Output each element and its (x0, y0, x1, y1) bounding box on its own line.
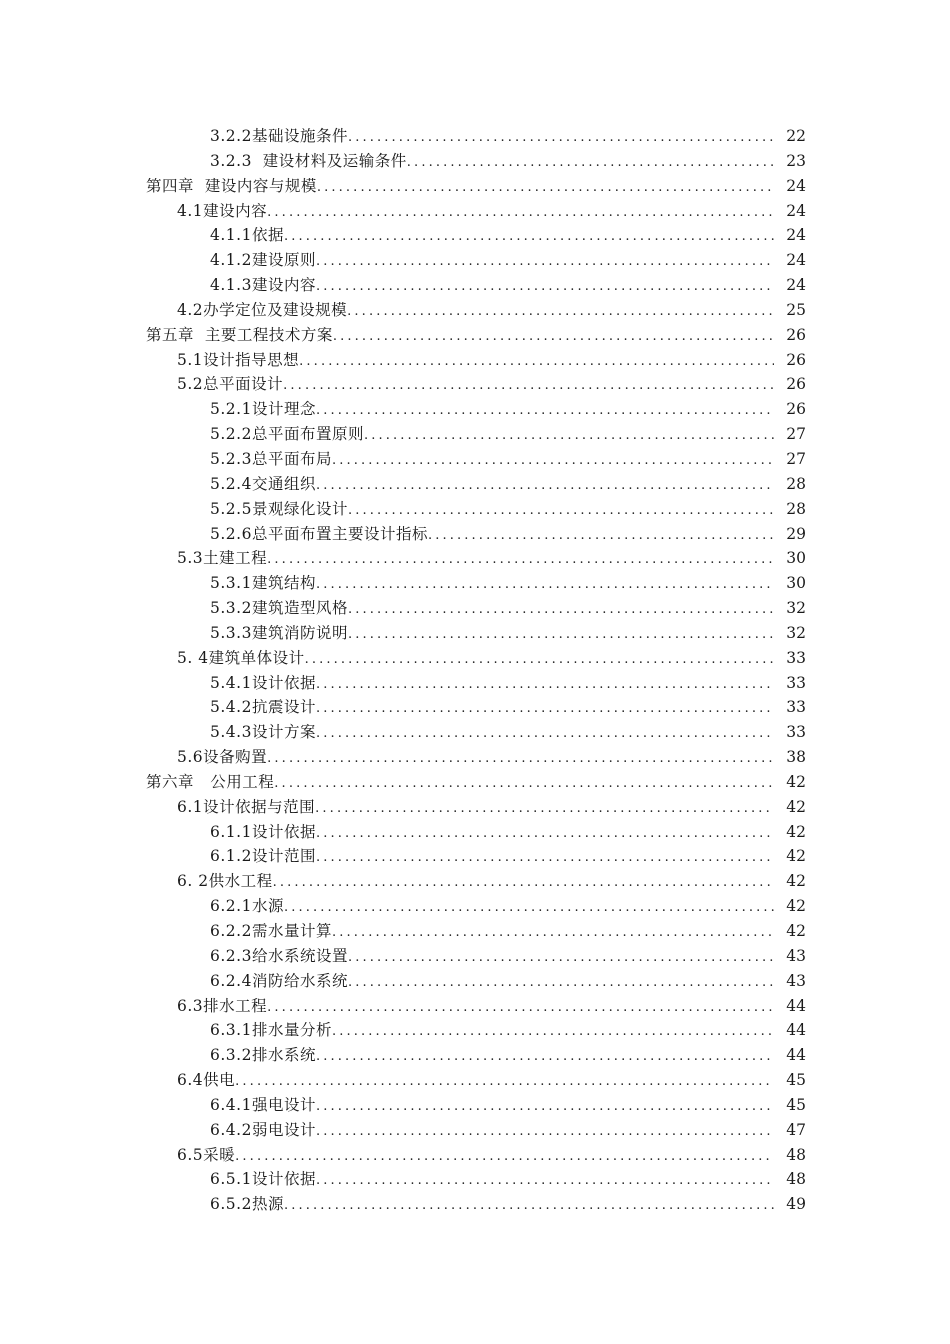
toc-entry-page-number: 49 (786, 1195, 806, 1214)
dot-leader (284, 1194, 774, 1219)
toc-entry[interactable] (0, 944, 950, 969)
toc-entry[interactable] (0, 720, 950, 745)
toc-entry[interactable] (0, 994, 950, 1019)
toc-entry[interactable] (0, 174, 950, 199)
toc-entry-title: 4.1.1依据 (210, 226, 284, 245)
toc-entry[interactable] (0, 323, 950, 348)
toc-entry-title: 5.2.3总平面布局 (210, 449, 332, 468)
toc-entry-page-number: 42 (786, 772, 806, 791)
toc-entry-page-number: 26 (786, 375, 806, 394)
toc-entry-title: 6.4.1强电设计 (210, 1095, 316, 1114)
toc-entry-title: 6.2.3给水系统设置 (210, 946, 348, 965)
toc-entry-page-number: 44 (786, 1021, 806, 1040)
dot-leader (348, 946, 774, 971)
toc-entry-title: 6.3.2排水系统 (210, 1046, 316, 1065)
toc-entry-page-number: 44 (786, 1046, 806, 1065)
toc-entry-page-number: 48 (786, 1170, 806, 1189)
dot-leader (316, 573, 774, 598)
dot-leader (316, 1169, 774, 1194)
dot-leader (284, 896, 774, 921)
dot-leader (283, 374, 774, 399)
dot-leader (364, 424, 774, 449)
dot-leader (316, 474, 774, 499)
toc-entry-page-number: 45 (786, 1071, 806, 1090)
toc-entry-title: 5.2总平面设计 (177, 375, 284, 394)
toc-entry-title: 6.2.1水源 (210, 897, 284, 916)
dot-leader (348, 623, 774, 648)
toc-entry-page-number: 33 (786, 723, 806, 742)
dot-leader (316, 722, 774, 747)
toc-entry-title: 6.3.1排水量分析 (210, 1021, 332, 1040)
toc-entry[interactable] (0, 596, 950, 621)
toc-entry[interactable] (0, 646, 950, 671)
toc-entry[interactable] (0, 199, 950, 224)
toc-entry-title: 4.1.2建设原则 (210, 251, 316, 270)
dot-leader (316, 399, 774, 424)
toc-entry[interactable] (0, 273, 950, 298)
dot-leader (235, 1070, 774, 1095)
toc-entry[interactable] (0, 571, 950, 596)
toc-entry[interactable] (0, 348, 950, 373)
toc-entry-page-number: 23 (786, 151, 806, 170)
toc-entry[interactable] (0, 422, 950, 447)
toc-entry-page-number: 26 (786, 400, 806, 419)
toc-entry-title: 5.3.2建筑造型风格 (210, 599, 348, 618)
dot-leader (317, 176, 774, 201)
toc-entry-page-number: 24 (786, 226, 806, 245)
toc-entry-title: 3.2.3 建设材料及运输条件 (210, 151, 407, 170)
toc-entry[interactable] (0, 223, 950, 248)
toc-entry-page-number: 33 (786, 648, 806, 667)
toc-entry-page-number: 26 (786, 325, 806, 344)
toc-entry-page-number: 27 (786, 425, 806, 444)
toc-entry-title: 5.1设计指导思想 (177, 350, 300, 369)
toc-entry[interactable] (0, 869, 950, 894)
toc-entry-title: 5.4.1设计依据 (210, 673, 316, 692)
toc-entry[interactable] (0, 671, 950, 696)
toc-entry-title: 第五章 主要工程技术方案 (146, 325, 333, 344)
toc-entry-title: 4.2办学定位及建设规模 (177, 300, 348, 319)
toc-entry-title: 4.1建设内容 (177, 201, 268, 220)
toc-entry-page-number: 38 (786, 748, 806, 767)
toc-entry-title: 5.2.1设计理念 (210, 400, 316, 419)
dot-leader (348, 971, 774, 996)
toc-entry-page-number: 43 (786, 946, 806, 965)
toc-entry-title: 6.1.1设计依据 (210, 822, 316, 841)
toc-entry-page-number: 32 (786, 599, 806, 618)
toc-entry-title: 5.2.6总平面布置主要设计指标 (210, 524, 428, 543)
toc-entry-title: 6.4.2弱电设计 (210, 1120, 316, 1139)
dot-leader (316, 1120, 774, 1145)
toc-entry[interactable] (0, 770, 950, 795)
toc-entry[interactable] (0, 522, 950, 547)
toc-entry-title: 5.4.2抗震设计 (210, 698, 316, 717)
toc-entry-title: 6.3排水工程 (177, 996, 268, 1015)
dot-leader (274, 772, 774, 797)
dot-leader (267, 548, 774, 573)
toc-entry-page-number: 24 (786, 276, 806, 295)
toc-entry[interactable] (0, 695, 950, 720)
toc-entry-page-number: 42 (786, 872, 806, 891)
dot-leader (235, 1145, 774, 1170)
toc-entry-title: 5. 4建筑单体设计 (177, 648, 305, 667)
dot-leader (267, 201, 774, 226)
toc-entry[interactable] (0, 1093, 950, 1118)
toc-entry[interactable] (0, 1192, 950, 1217)
toc-entry[interactable] (0, 1043, 950, 1068)
toc-entry-page-number: 24 (786, 201, 806, 220)
dot-leader (316, 1045, 774, 1070)
toc-entry-page-number: 42 (786, 847, 806, 866)
table-of-contents (0, 124, 950, 1217)
toc-entry[interactable] (0, 397, 950, 422)
toc-entry-title: 6.2.4消防给水系统 (210, 971, 348, 990)
toc-entry[interactable] (0, 795, 950, 820)
dot-leader (316, 673, 774, 698)
toc-entry-page-number: 42 (786, 922, 806, 940)
dot-leader (428, 524, 774, 549)
toc-entry[interactable] (0, 472, 950, 497)
toc-entry[interactable] (0, 497, 950, 522)
toc-entry-page-number: 47 (786, 1120, 806, 1139)
toc-entry[interactable] (0, 919, 950, 944)
toc-entry-title: 5.4.3设计方案 (210, 723, 316, 742)
toc-entry-title: 3.2.2基础设施条件 (210, 127, 348, 145)
toc-entry[interactable] (0, 621, 950, 646)
toc-entry-title: 5.6设备购置 (177, 748, 268, 767)
dot-leader (348, 499, 774, 524)
toc-entry-page-number: 29 (786, 524, 806, 543)
toc-entry-page-number: 42 (786, 797, 806, 816)
dot-leader (284, 225, 774, 250)
toc-entry-title: 5.3.3建筑消防说明 (210, 623, 348, 642)
toc-entry[interactable] (0, 248, 950, 273)
dot-leader (332, 921, 774, 946)
toc-entry-page-number: 32 (786, 623, 806, 642)
toc-entry-page-number: 44 (786, 996, 806, 1015)
dot-leader (267, 747, 774, 772)
toc-entry-title: 6.1.2设计范围 (210, 847, 316, 866)
dot-leader (305, 648, 774, 673)
dot-leader (333, 325, 774, 350)
toc-entry-title: 6.1设计依据与范围 (177, 797, 316, 816)
toc-entry[interactable] (0, 447, 950, 472)
toc-entry[interactable] (0, 820, 950, 845)
toc-entry-page-number: 28 (786, 499, 806, 518)
toc-entry[interactable] (0, 298, 950, 323)
dot-leader (316, 822, 774, 847)
toc-entry[interactable] (0, 149, 950, 174)
dot-leader (332, 449, 774, 474)
toc-entry[interactable] (0, 894, 950, 919)
toc-entry-page-number: 26 (786, 350, 806, 369)
toc-entry-title: 6. 2供水工程 (177, 872, 273, 891)
dot-leader (273, 871, 774, 896)
toc-entry-title: 5.2.2总平面布置原则 (210, 425, 364, 444)
dot-leader (299, 350, 774, 375)
toc-entry-title: 6.5采暖 (177, 1145, 236, 1164)
toc-entry-page-number: 30 (786, 574, 806, 593)
toc-entry-title: 5.2.5景观绿化设计 (210, 499, 348, 518)
toc-entry-title: 6.2.2需水量计算 (210, 922, 332, 940)
dot-leader (267, 996, 774, 1021)
toc-entry[interactable] (0, 124, 950, 149)
toc-entry-page-number: 48 (786, 1145, 806, 1164)
toc-entry-title: 5.2.4交通组织 (210, 474, 316, 493)
toc-entry-page-number: 42 (786, 897, 806, 916)
dot-leader (316, 275, 774, 300)
toc-entry-page-number: 24 (786, 176, 806, 195)
toc-entry[interactable] (0, 969, 950, 994)
dot-leader (347, 300, 774, 325)
toc-entry[interactable] (0, 1018, 950, 1043)
dot-leader (315, 797, 774, 822)
toc-entry[interactable] (0, 546, 950, 571)
toc-entry-title: 6.5.1设计依据 (210, 1170, 316, 1189)
toc-entry[interactable] (0, 1118, 950, 1143)
toc-entry-title: 第六章 公用工程 (146, 772, 275, 791)
toc-entry-page-number: 45 (786, 1095, 806, 1114)
toc-entry-title: 5.3.1建筑结构 (210, 574, 316, 593)
dot-leader (316, 697, 774, 722)
dot-leader (407, 151, 774, 176)
toc-entry[interactable] (0, 372, 950, 397)
dot-leader (348, 598, 774, 623)
toc-entry[interactable] (0, 1143, 950, 1168)
toc-entry[interactable] (0, 1167, 950, 1192)
dot-leader (332, 1020, 774, 1045)
toc-entry-page-number: 33 (786, 673, 806, 692)
toc-entry-title: 4.1.3建设内容 (210, 276, 316, 295)
toc-entry-page-number: 24 (786, 251, 806, 270)
toc-entry-page-number: 43 (786, 971, 806, 990)
toc-entry-page-number: 33 (786, 698, 806, 717)
dot-leader (316, 1095, 774, 1120)
toc-entry-page-number: 25 (786, 300, 806, 319)
toc-entry-page-number: 22 (786, 127, 806, 145)
toc-entry-page-number: 27 (786, 449, 806, 468)
toc-entry-title: 6.5.2热源 (210, 1195, 284, 1214)
dot-leader (348, 126, 774, 151)
dot-leader (316, 250, 774, 275)
toc-entry-title: 5.3土建工程 (177, 549, 268, 568)
dot-leader (316, 846, 774, 871)
toc-entry-page-number: 28 (786, 474, 806, 493)
toc-entry[interactable] (0, 844, 950, 869)
toc-entry[interactable] (0, 1068, 950, 1093)
toc-entry-title: 6.4供电 (177, 1071, 236, 1090)
toc-entry-title: 第四章 建设内容与规模 (146, 176, 317, 195)
toc-entry-page-number: 30 (786, 549, 806, 568)
toc-entry-page-number: 42 (786, 822, 806, 841)
toc-entry[interactable] (0, 745, 950, 770)
